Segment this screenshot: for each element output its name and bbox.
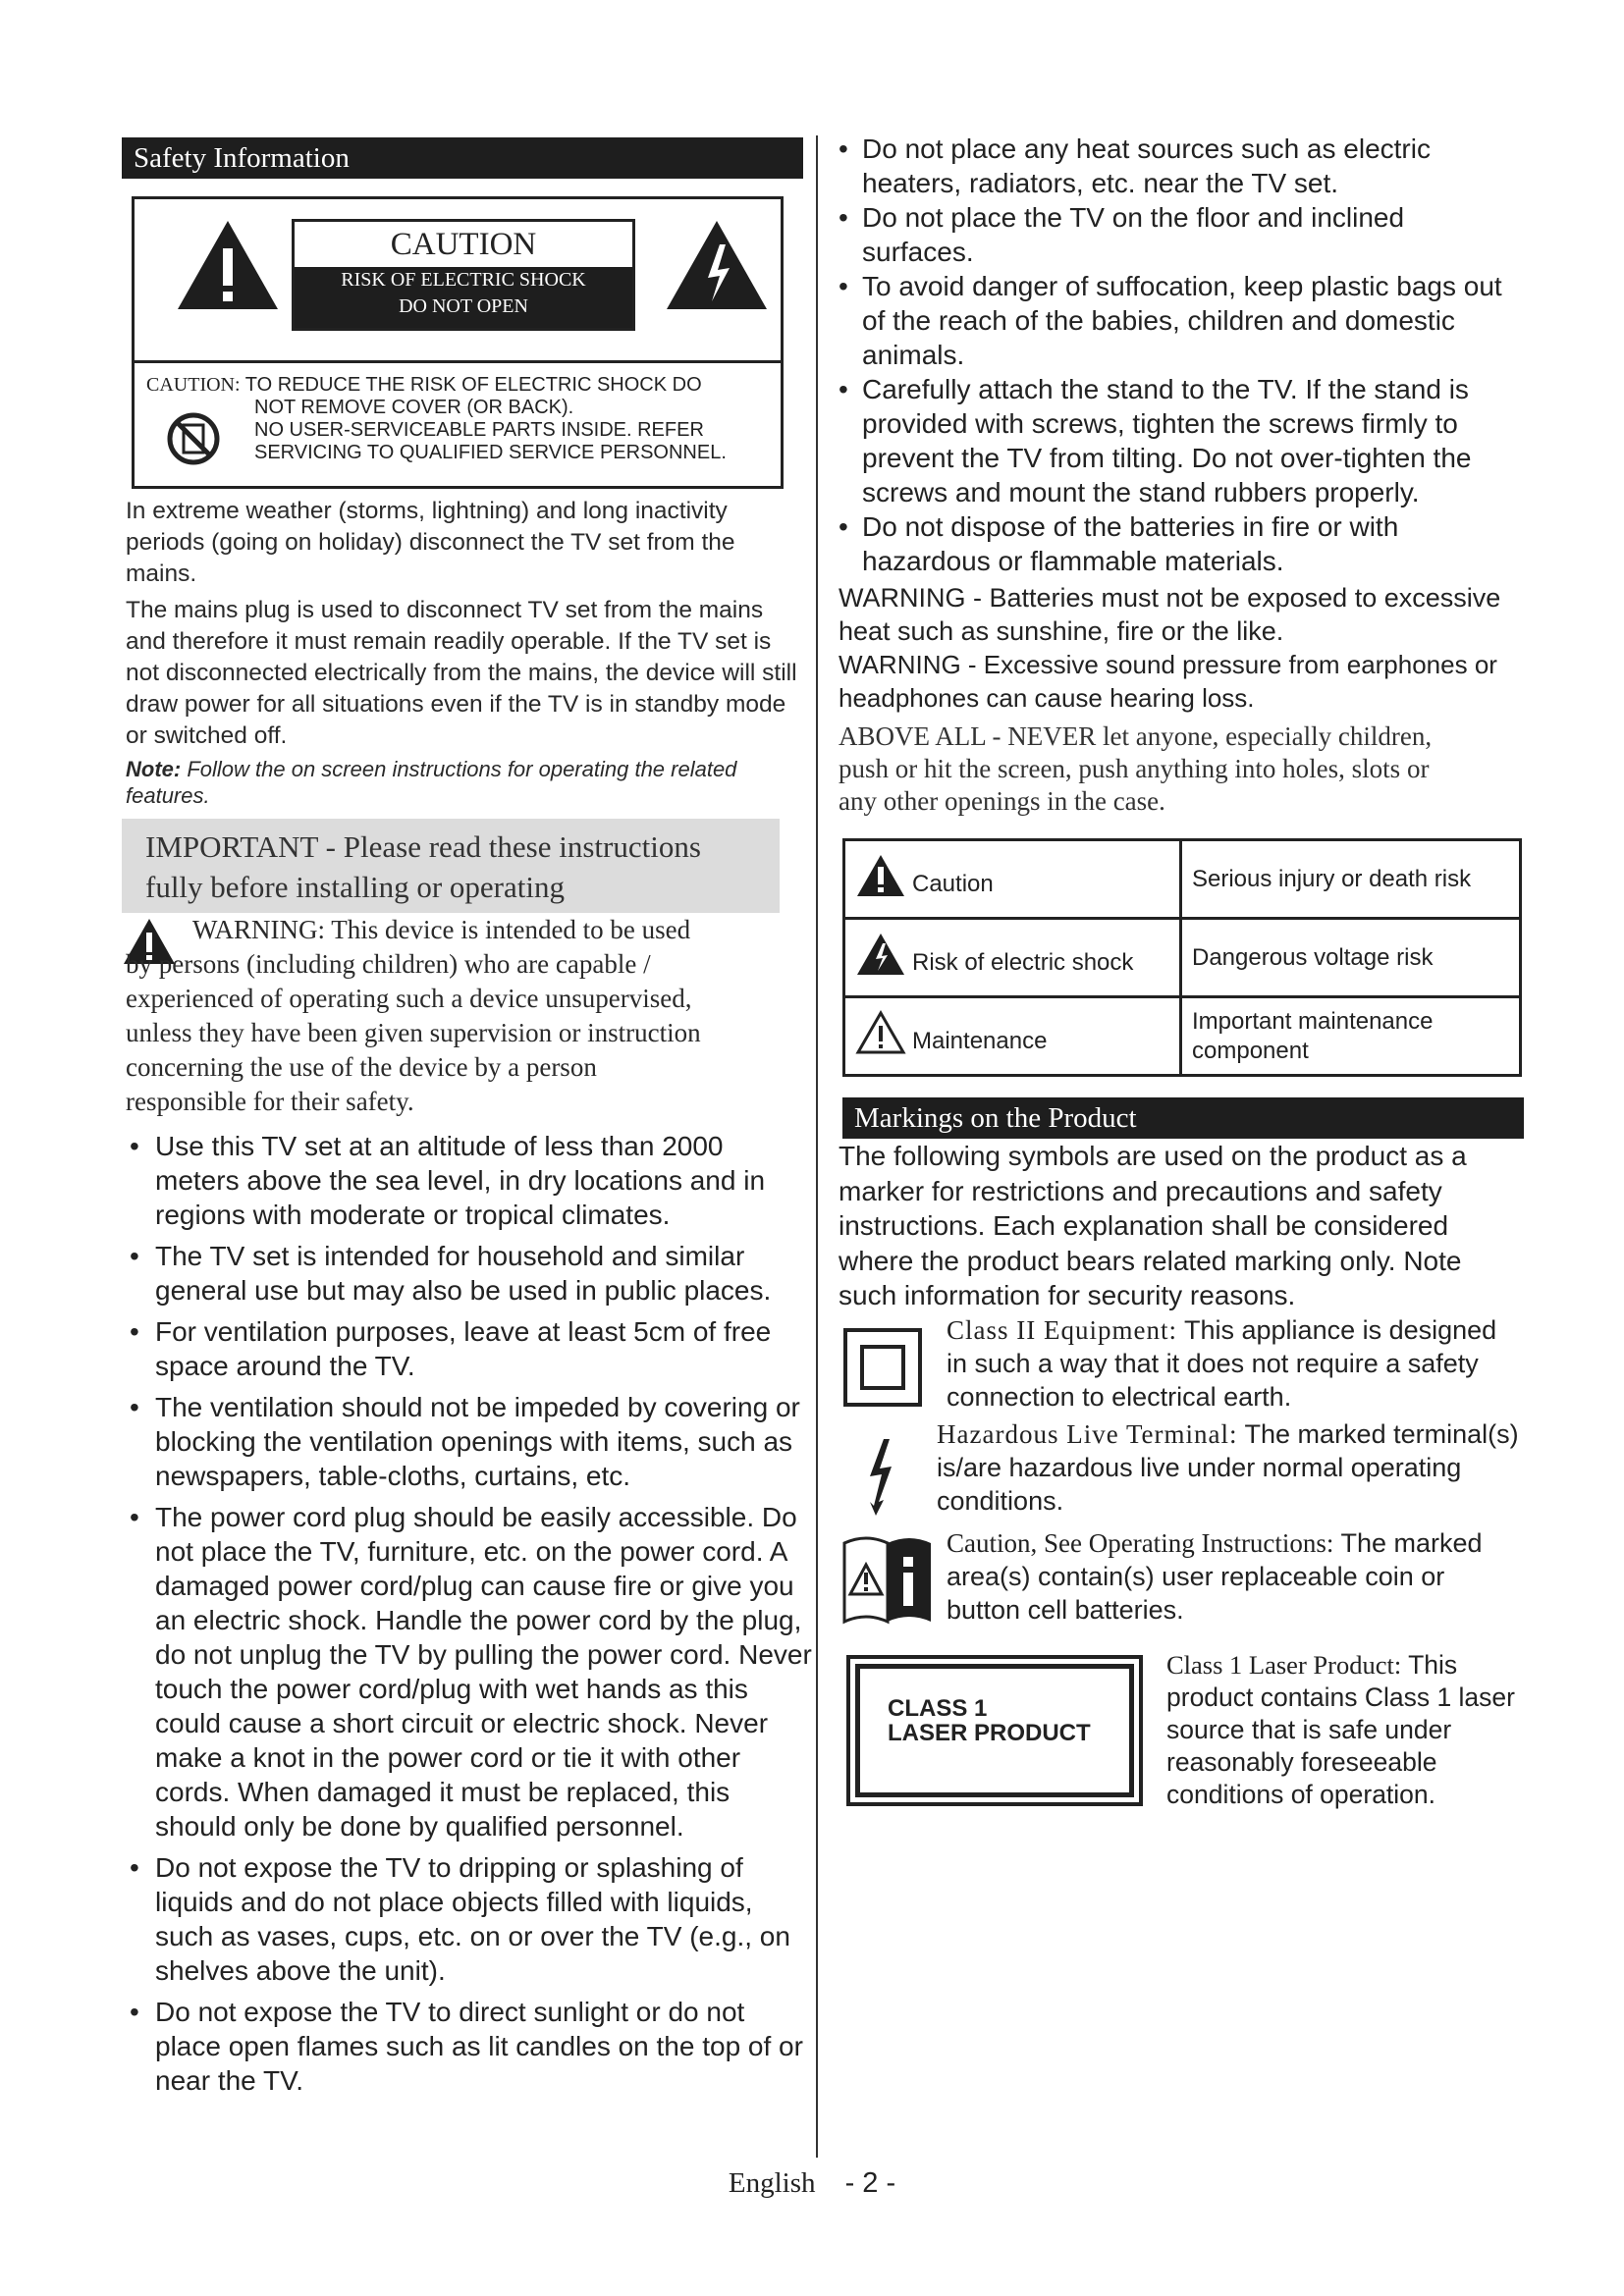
class-ii-icon bbox=[842, 1327, 923, 1408]
list-item: • Do not place any heat sources such as electric heaters, radiators, etc. near the TV set. bbox=[839, 133, 1431, 198]
footer-language: English bbox=[728, 2167, 816, 2199]
column-divider bbox=[816, 135, 818, 2158]
table-row bbox=[844, 919, 1521, 997]
laser-label-line2: LASER PRODUCT bbox=[888, 1720, 1091, 1746]
hazardous-text bbox=[937, 1417, 1522, 1518]
page-number: - 2 - bbox=[844, 2167, 896, 2199]
caution-text bbox=[146, 374, 775, 464]
warning-triangle-icon bbox=[176, 219, 280, 311]
symbol-legend-table bbox=[842, 838, 1522, 1077]
laser-label-line1: CLASS 1 bbox=[888, 1695, 988, 1722]
markings-header: Markings on the Product bbox=[842, 1097, 1524, 1139]
hazardous-title: Hazardous Live Terminal: bbox=[937, 1419, 1238, 1449]
class-ii-desc: This appliance is designed in such a way that it does not require a safety connection to electrical earth. bbox=[947, 1315, 1497, 1412]
list-item: • The TV set is intended for household and similar general use but may also be used in public places. bbox=[130, 1241, 772, 1306]
caution-title: CAUTION bbox=[390, 227, 537, 262]
note-label: Note: bbox=[126, 757, 182, 781]
caution-instructions-text bbox=[947, 1526, 1522, 1627]
left-bullet-list bbox=[126, 1129, 813, 2105]
caution-icon bbox=[855, 853, 906, 898]
weather-paragraph: In extreme weather (storms, lightning) and long inactivity periods (going on holiday) disconnect the TV set from the mains. bbox=[126, 498, 735, 587]
table-row bbox=[844, 840, 1521, 919]
above-all-warning: ABOVE ALL - NEVER let anyone, especially children, push or hit the screen, push anything into holes, slots or any other openings in the case. bbox=[839, 721, 1433, 816]
list-item: • Use this TV set at an altitude of less than 2000 meters above the sea level, in dry locations and in regions with moderate or tropical climates. bbox=[130, 1131, 766, 1230]
important-banner: IMPORTANT - Please read these instructions fully before installing or operating bbox=[122, 819, 780, 913]
list-item: • To avoid danger of suffocation, keep plastic bags out of the reach of the babies, children and domestic animals. bbox=[839, 271, 1502, 370]
note-paragraph bbox=[126, 756, 799, 809]
electric-shock-icon bbox=[855, 932, 906, 977]
markings-intro: The following symbols are used on the product as a marker for restrictions and precautions and safety instructions. Each explanation shall be considered where the product bears related marking only. Note such information for security reasons. bbox=[839, 1141, 1467, 1310]
lightning-triangle-icon bbox=[665, 219, 769, 311]
caution-instructions-desc: The marked area(s) contain(s) user replaceable coin or button cell batteries. bbox=[947, 1528, 1483, 1625]
list-item: • For ventilation purposes, leave at least 5cm of free space around the TV. bbox=[130, 1316, 772, 1381]
legend-label: Caution bbox=[912, 871, 994, 897]
note-text: Follow the on screen instructions for operating the related features. bbox=[126, 757, 737, 808]
legend-desc: Dangerous voltage risk bbox=[1181, 919, 1521, 997]
right-bullet-list bbox=[835, 132, 1522, 578]
list-item: • Do not place the TV on the floor and inclined surfaces. bbox=[839, 202, 1405, 267]
operating-instructions-icon bbox=[840, 1533, 935, 1628]
list-item: • Do not expose the TV to dripping or splashing of liquids and do not place objects filled with liquids, such as vases, cups, etc. on or over the TV (e.g., on shelves above the unit). bbox=[130, 1852, 790, 1986]
no-open-icon bbox=[166, 411, 221, 466]
caution-box bbox=[132, 196, 784, 489]
legend-desc: Important maintenance component bbox=[1181, 997, 1521, 1076]
list-item: • Do not expose the TV to direct sunlight or do not place open flames such as lit candles on the top of or near the TV. bbox=[130, 1997, 803, 2096]
sound-warning: WARNING - Excessive sound pressure from earphones or headphones can cause hearing loss. bbox=[839, 650, 1497, 713]
page-footer bbox=[0, 2167, 1624, 2200]
caution-line4: SERVICING TO QUALIFIED SERVICE PERSONNEL. bbox=[254, 442, 727, 463]
list-item: • Carefully attach the stand to the TV. If the stand is provided with screws, tighten the screws firmly to prevent the TV from tilting. Do not over-tighten the screws and mount the stand rubbers properly. bbox=[839, 374, 1472, 507]
caution-sub2: DO NOT OPEN bbox=[399, 295, 528, 317]
laser-text bbox=[1166, 1649, 1522, 1811]
legend-label: Maintenance bbox=[912, 1028, 1048, 1054]
hazardous-live-icon bbox=[862, 1437, 901, 1518]
batteries-warning: WARNING - Batteries must not be exposed to excessive heat such as sunshine, fire or the like. bbox=[839, 583, 1501, 646]
caution-prefix: CAUTION: bbox=[146, 374, 241, 396]
warning-paragraph: WARNING: This device is intended to be used by persons (including children) who are capable / experienced of operating such a device unsupervised, unless they have been given supervision or instruction concerning the use of the device by a person responsible for their safety. bbox=[126, 915, 701, 1116]
list-item: • Do not dispose of the batteries in fire or with hazardous or flammable materials. bbox=[839, 511, 1399, 576]
caution-sub1: RISK OF ELECTRIC SHOCK bbox=[341, 269, 586, 291]
legend-label: Risk of electric shock bbox=[912, 949, 1134, 976]
safety-header: Safety Information bbox=[122, 137, 803, 179]
caution-line2: NOT REMOVE COVER (OR BACK). bbox=[254, 397, 574, 418]
legend-desc: Serious injury or death risk bbox=[1181, 840, 1521, 919]
laser-desc: This product contains Class 1 laser source that is safe under reasonably foreseeable conditions of operation. bbox=[1166, 1650, 1515, 1809]
class-ii-text bbox=[947, 1313, 1522, 1414]
maintenance-icon bbox=[855, 1010, 906, 1055]
laser-label bbox=[846, 1655, 1143, 1806]
list-item: • The ventilation should not be impeded by covering or blocking the ventilation openings with items, such as newspapers, table-cloths, curtains, etc. bbox=[130, 1392, 800, 1491]
caution-label bbox=[292, 219, 635, 331]
mains-paragraph: The mains plug is used to disconnect TV set from the mains and therefore it must remain readily operable. If the TV set is not disconnected electrically from the mains, the device will still draw power for all situations even if the TV is in standby mode or switched off. bbox=[126, 597, 797, 749]
table-row bbox=[844, 997, 1521, 1076]
list-item: • The power cord plug should be easily accessible. Do not place the TV, furniture, etc. on the power cord. A damaged power cord/plug can cause fire or give you an electric shock. Handle the power cord by the plug, do not unplug the TV by pulling the power cord. Never touch the power cord/plug with wet hands as this could cause a short circuit or electric shock. Never make a knot in the power cord or tie it with other cords. When damaged it must be replaced, this should only be done by qualified personnel. bbox=[130, 1502, 812, 1842]
caution-line3: NO USER-SERVICEABLE PARTS INSIDE. REFER bbox=[254, 419, 704, 441]
caution-line1: TO REDUCE THE RISK OF ELECTRIC SHOCK DO bbox=[244, 374, 702, 396]
hazardous-desc: The marked terminal(s) is/are hazardous live under normal operating conditions. bbox=[937, 1419, 1519, 1516]
class-ii-title: Class II Equipment: bbox=[947, 1315, 1177, 1345]
laser-title: Class 1 Laser Product: bbox=[1166, 1650, 1402, 1680]
caution-instructions-title: Caution, See Operating Instructions: bbox=[947, 1528, 1334, 1558]
